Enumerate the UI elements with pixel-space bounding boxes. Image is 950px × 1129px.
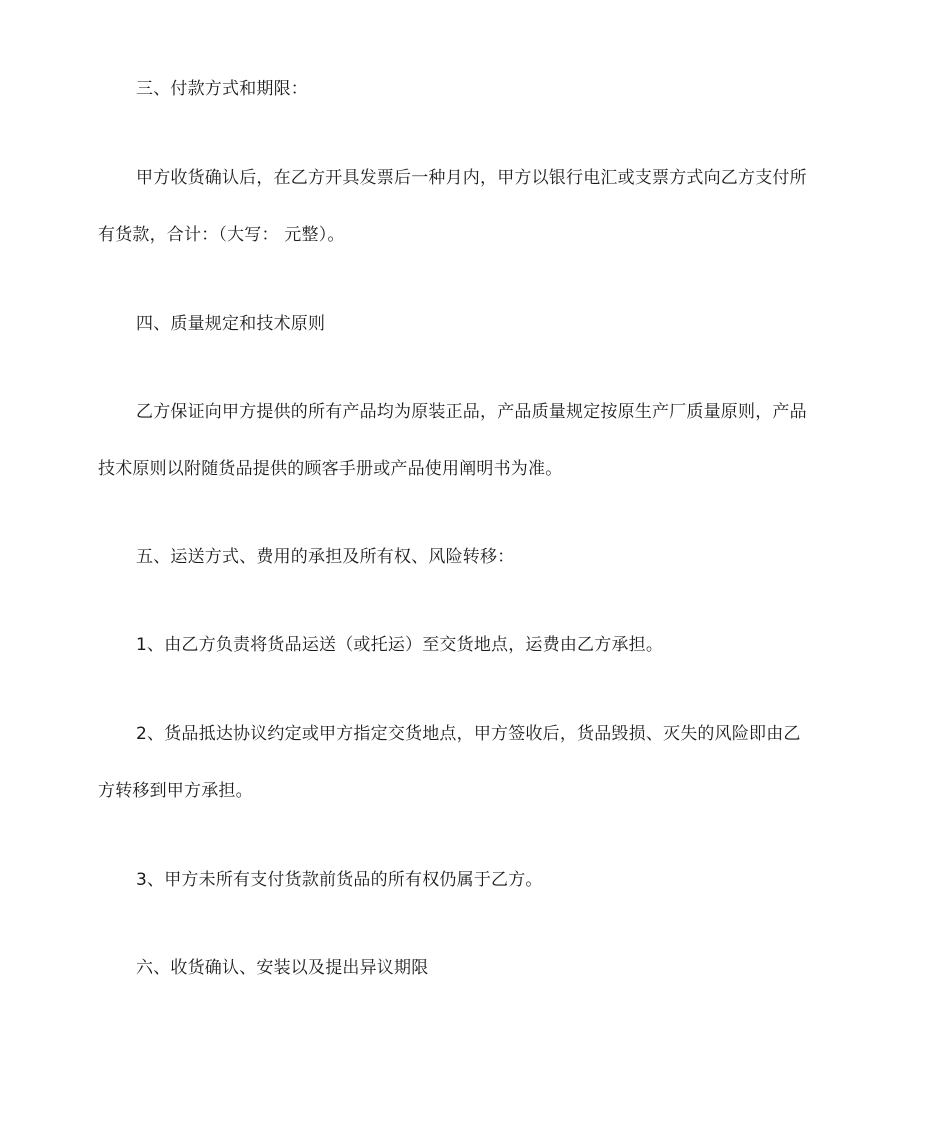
- clause-item: 3、甲方未所有支付货款前货品的所有权仍属于乙方。: [136, 870, 543, 890]
- section-heading-quality: 四、质量规定和技术原则: [136, 314, 326, 334]
- paragraph-line: 有货款，合计：（大写： 元整）。: [98, 225, 345, 245]
- clause-item: 1、由乙方负责将货品运送（或托运）至交货地点，运费由乙方承担。: [136, 635, 664, 655]
- paragraph-line: 方转移到甲方承担。: [98, 781, 253, 801]
- section-heading-payment: 三、付款方式和期限：: [136, 79, 308, 99]
- clause-item: 2、货品抵达协议约定或甲方指定交货地点，甲方签收后，货品毁损、灭失的风险即由乙: [136, 724, 801, 744]
- paragraph-line: 甲方收货确认后，在乙方开具发票后一种月内，甲方以银行电汇或支票方式向乙方支付所: [136, 168, 807, 188]
- paragraph-line: 技术原则以附随货品提供的顾客手册或产品使用阐明书为准。: [98, 459, 563, 479]
- section-heading-acceptance: 六、收货确认、安装以及提出异议期限: [136, 958, 429, 978]
- paragraph-line: 乙方保证向甲方提供的所有产品均为原装正品，产品质量规定按原生产厂质量原则，产品: [136, 402, 807, 422]
- section-heading-transport: 五、运送方式、费用的承担及所有权、风险转移：: [136, 547, 515, 567]
